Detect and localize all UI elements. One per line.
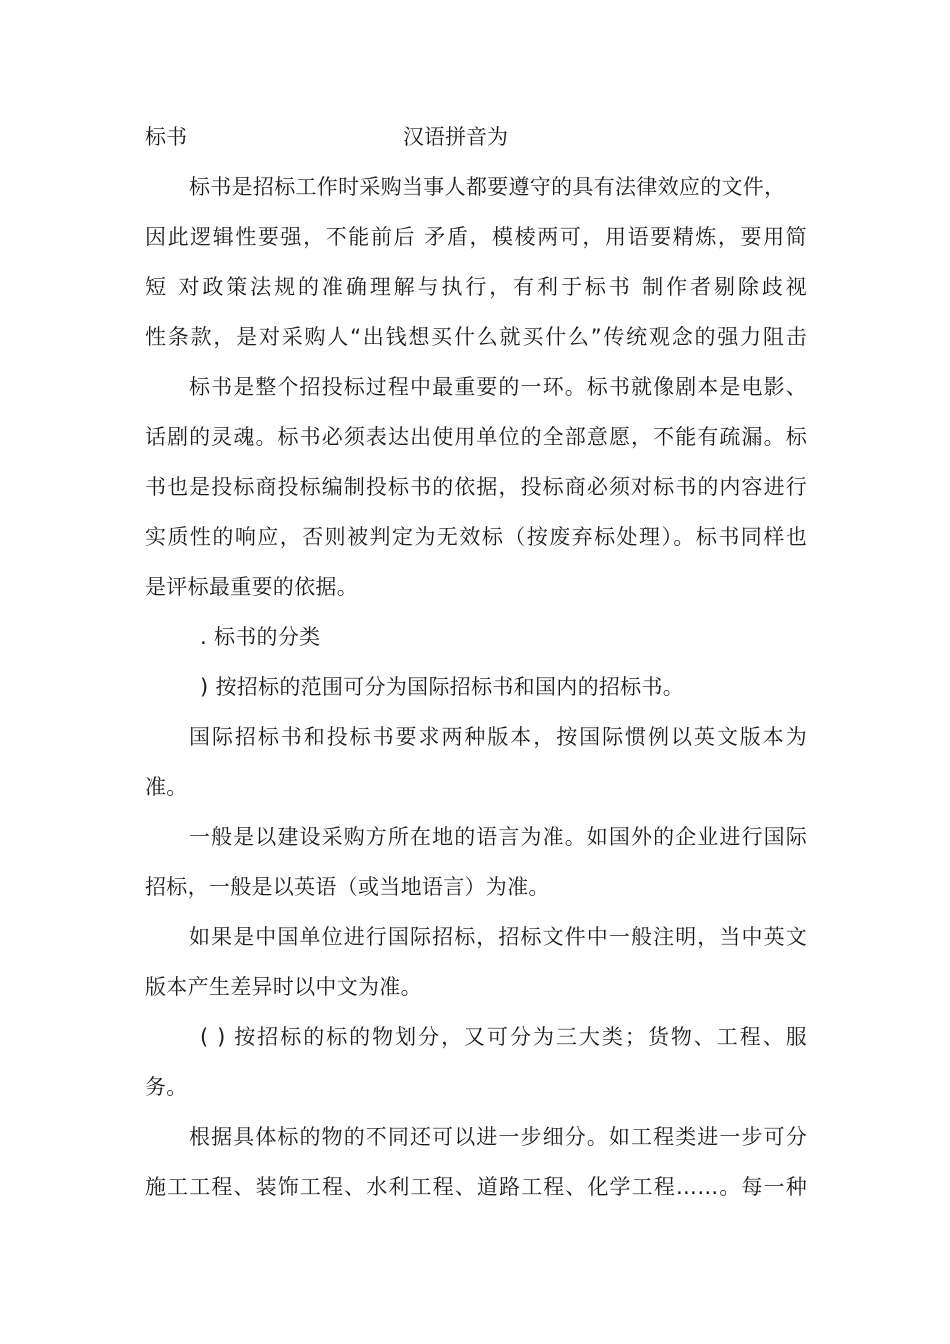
text-line: 准。: [145, 775, 188, 799]
text-line: 招标，一般是以英语（或当地语言）为准。: [145, 875, 550, 899]
section-heading: . 标书的分类: [200, 625, 321, 649]
text-line: 务。: [145, 1075, 188, 1099]
text-line: 如果是中国单位进行国际招标，招标文件中一般注明，当中英文: [189, 925, 807, 949]
text-line: 根据具体标的物的不同还可以进一步细分。如工程类进一步可分: [189, 1125, 807, 1149]
text-line: 性条款，是对采购人“出钱想买什么就买什么”传统观念的强力阻击: [145, 325, 807, 349]
text-line: 短 对政策法规的准确理解与执行，有利于标书 制作者剔除歧视: [145, 275, 807, 299]
doc-title: 标书: [145, 125, 187, 149]
pinyin-label: 汉语拼音为: [403, 125, 508, 149]
text-line: 国际招标书和投标书要求两种版本，按国际惯例以英文版本为: [189, 725, 807, 749]
list-item: ) 按招标的范围可分为国际招标书和国内的招标书。: [200, 675, 685, 699]
text-line: 施工工程、装饰工程、水利工程、道路工程、化学工程……。每一种: [145, 1175, 807, 1199]
text-line: 版本产生差异时以中文为准。: [145, 975, 422, 999]
text-line: 实质性的响应，否则被判定为无效标（按废弃标处理）。标书同样也: [145, 525, 807, 549]
text-line: 是评标最重要的依据。: [145, 575, 358, 599]
text-line: 标书是招标工作时采购当事人都要遵守的具有法律效应的文件，: [189, 175, 786, 199]
text-line: 话剧的灵魂。标书必须表达出使用单位的全部意愿，不能有疏漏。标: [145, 425, 807, 449]
text-line: 因此逻辑性要强，不能前后 矛盾，模棱两可，用语要精炼，要用简: [145, 225, 807, 249]
text-line: 书也是投标商投标编制投标书的依据，投标商必须对标书的内容进行: [145, 475, 807, 499]
text-line: 标书是整个招投标过程中最重要的一环。标书就像剧本是电影、: [189, 375, 807, 399]
list-item: ( ) 按招标的标的物划分，又可分为三大类；货物、工程、服: [200, 1025, 807, 1049]
text-line: 一般是以建设采购方所在地的语言为准。如国外的企业进行国际: [189, 825, 807, 849]
